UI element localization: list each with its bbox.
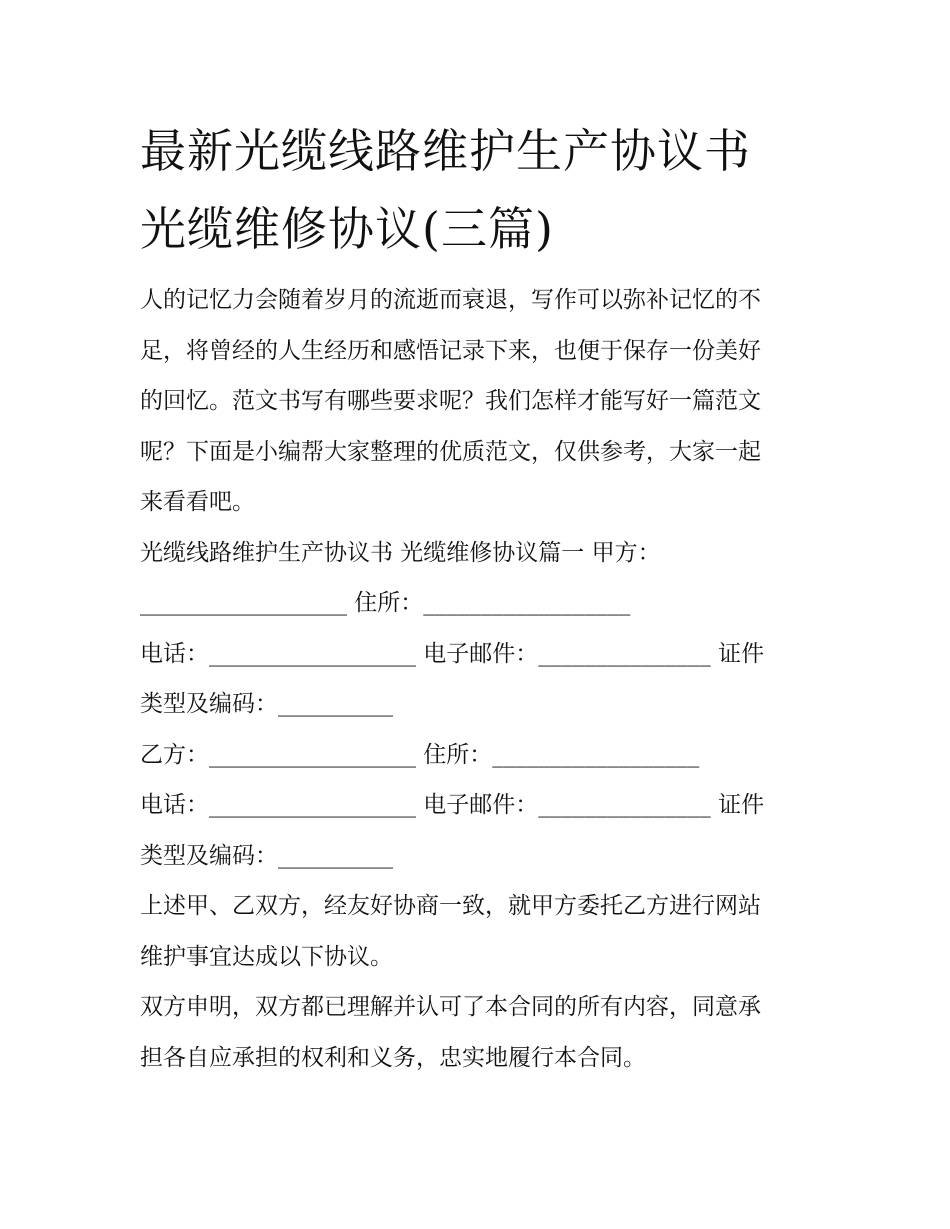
- text-line: 光缆线路维护生产协议书 光缆维修协议篇一 甲方：: [140, 539, 661, 566]
- text-line: __________________ 住所：__________________: [140, 590, 631, 616]
- text-line: 担各自应承担的权利和义务，忠实地履行本合同。: [140, 1044, 646, 1071]
- title-line: 光缆维修协议(三篇): [140, 202, 554, 256]
- text-line: 类型及编码：__________: [140, 842, 393, 869]
- text-line: 来看看吧。: [140, 489, 255, 515]
- text-line: 上述甲、乙双方，经友好协商一致，就甲方委托乙方进行网站: [140, 893, 761, 919]
- text-line: 足，将曾经的人生经历和感悟记录下来，也便于保存一份美好: [140, 337, 761, 364]
- section-heading-paragraph: [140, 528, 815, 579]
- text-line: 人的记忆力会随着岁月的流逝而衰退，写作可以弥补记忆的不: [140, 287, 761, 313]
- text-line: 的回忆。范文书写有哪些要求呢？我们怎样才能写好一篇范文: [140, 388, 761, 414]
- document-body: [140, 275, 815, 1083]
- title-line: 最新光缆线路维护生产协议书: [140, 124, 751, 178]
- intro-paragraph: [140, 275, 815, 528]
- text-line: 双方申明，双方都已理解并认可了本合同的所有内容，同意承: [140, 994, 761, 1020]
- declaration-paragraph: [140, 982, 815, 1083]
- document-title: [140, 112, 820, 268]
- party-b-contact-paragraph: [140, 780, 815, 881]
- text-line: 乙方：__________________ 住所：__________________: [140, 741, 700, 768]
- text-line: 类型及编码：__________: [140, 691, 393, 717]
- party-a-address-line: [140, 578, 815, 629]
- party-a-contact-paragraph: [140, 629, 815, 730]
- text-line: 维护事宜达成以下协议。: [140, 943, 393, 970]
- party-b-address-line: [140, 730, 815, 781]
- text-line: 电话：__________________ 电子邮件：_______________ 证件: [140, 792, 765, 818]
- agreement-paragraph: [140, 881, 815, 982]
- text-line: 呢？下面是小编帮大家整理的优质范文，仅供参考，大家一起: [140, 438, 761, 465]
- text-line: 电话：__________________ 电子邮件：_______________ 证件: [140, 640, 765, 667]
